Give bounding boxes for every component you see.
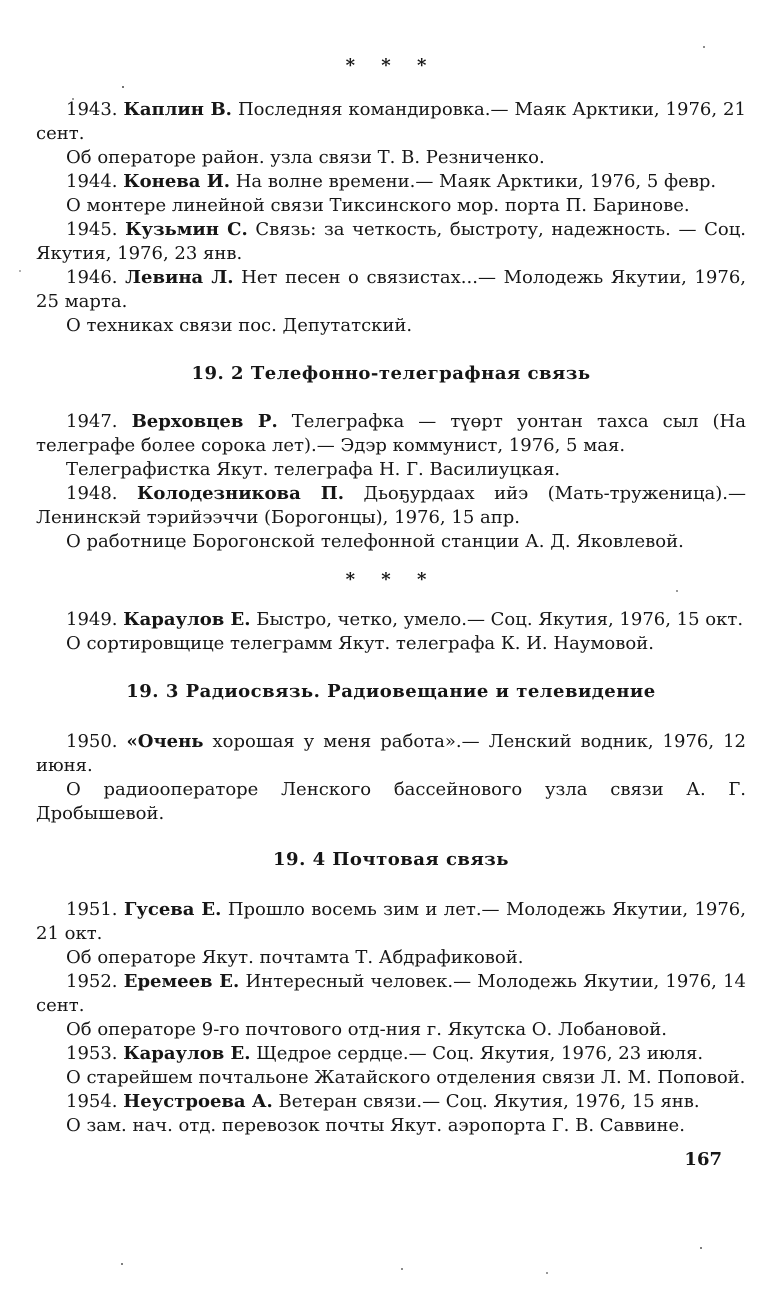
entry-author: Неустроева А. [123,1091,273,1112]
bib-entry-1947 [36,410,746,458]
bib-entry-1951 [36,898,746,946]
entry-author: Верховцев Р. [131,411,278,432]
entry-text: Прошло восемь зим и лет.— Молодежь Якутии, 1976, 21 окт. [36,899,746,944]
entry-number: 1951. [66,899,118,920]
entry-number: 1950. [66,731,118,752]
annotation-1952: Об операторе 9-го почтового отд-ния г. Якутска О. Лобановой. [66,1019,667,1040]
bib-entry-1948 [36,482,746,530]
section-heading-19-2: 19. 2 Телефонно-телеграфная связь [191,363,591,384]
entry-text: Быстро, четко, умело.— Соц. Якутия, 1976, 15 окт. [256,609,744,630]
annotation-1947: Телеграфистка Якут. телеграфа Н. Г. Василиуцкая. [66,459,561,480]
entry-text: Нет песен о связистах...— Молодежь Якутии, 1976, 25 марта. [36,267,746,312]
entry-title-bold: «Очень [126,731,204,752]
bib-entry-1949 [36,608,746,632]
entry-author: Колодезникова П. [137,483,345,504]
bib-entry-1952 [36,970,746,1018]
entry-number: 1953. [66,1043,118,1064]
entry-number: 1943. [66,99,118,120]
scan-noise [0,0,2,2]
entry-author: Гусева Е. [123,899,222,920]
entry-number: 1946. [66,267,118,288]
bib-entry-1954 [36,1090,746,1114]
annotation-1951: Об операторе Якут. почтамта Т. Абдрафиковой. [66,947,524,968]
bib-entry-1943 [36,98,746,146]
entry-author: Еремеев Е. [123,971,240,992]
entry-text: хорошая у меня работа».— Ленский водник, 1976, 12 июня. [36,731,746,776]
entry-author: Каплин В. [123,99,232,120]
entry-author: Конева И. [123,171,230,192]
entry-number: 1944. [66,171,118,192]
bib-entry-1946 [36,266,746,314]
annotation-1944: О монтере линейной связи Тиксинского мор. порта П. Баринове. [66,195,690,216]
entry-text: Дьоҕурдаах ийэ (Мать-труженица).— Ленинскэй тэрийээччи (Борогонцы), 1976, 15 апр. [36,483,746,528]
entry-text: Интересный человек.— Молодежь Якутии, 1976, 14 сент. [36,971,746,1016]
entry-number: 1949. [66,609,118,630]
entry-text: Ветеран связи.— Соц. Якутия, 1976, 15 янв. [278,1091,700,1112]
section-heading-19-4: 19. 4 Почтовая связь [273,849,509,870]
bib-entry-1950 [36,730,746,778]
entry-author: Левина Л. [125,267,234,288]
entry-number: 1948. [66,483,118,504]
entry-author: Караулов Е. [123,609,251,630]
bib-entry-1944 [36,170,746,194]
entry-number: 1954. [66,1091,118,1112]
entry-number: 1952. [66,971,118,992]
bib-entry-1945 [36,218,746,266]
bib-entry-1953 [36,1042,746,1066]
annotation-1954: О зам. нач. отд. перевозок почты Якут. аэропорта Г. В. Саввине. [66,1115,685,1136]
section-separator: * * * [345,55,437,76]
entry-text: На волне времени.— Маяк Арктики, 1976, 5 февр. [235,171,717,192]
annotation-1946: О техниках связи пос. Депутатский. [66,315,413,336]
annotation-1953: О старейшем почтальоне Жатайского отделения связи Л. М. Поповой. [66,1067,746,1088]
entry-author: Караулов Е. [123,1043,251,1064]
annotation-1950: О радиооператоре Ленского бассейнового узла связи А. Г. Дробышевой. [36,779,746,824]
annotation-1948: О работнице Борогонской телефонной станции А. Д. Яковлевой. [66,531,684,552]
annotation-1949: О сортировщице телеграмм Якут. телеграфа К. И. Наумовой. [66,633,654,654]
entry-text: Телеграфка — түөрт уонтан тахса сыл (На телеграфе более сорока лет).— Эдэр коммунист, 1976, 5 мая. [36,411,746,456]
entry-number: 1945. [66,219,118,240]
section-heading-19-3: 19. 3 Радиосвязь. Радиовещание и телевидение [126,681,656,702]
entry-text: Последняя командировка.— Маяк Арктики, 1976, 21 сент. [36,99,746,144]
entry-text: Связь: за четкость, быстроту, надежность. — Соц. Якутия, 1976, 23 янв. [36,219,746,264]
entry-text: Щедрое сердце.— Соц. Якутия, 1976, 23 июля. [256,1043,704,1064]
entry-number: 1947. [66,411,118,432]
entry-author: Кузьмин С. [125,219,248,240]
section-separator: * * * [345,569,437,590]
page-number: 167 [684,1149,722,1170]
annotation-1943: Об операторе район. узла связи Т. В. Резниченко. [66,147,545,168]
